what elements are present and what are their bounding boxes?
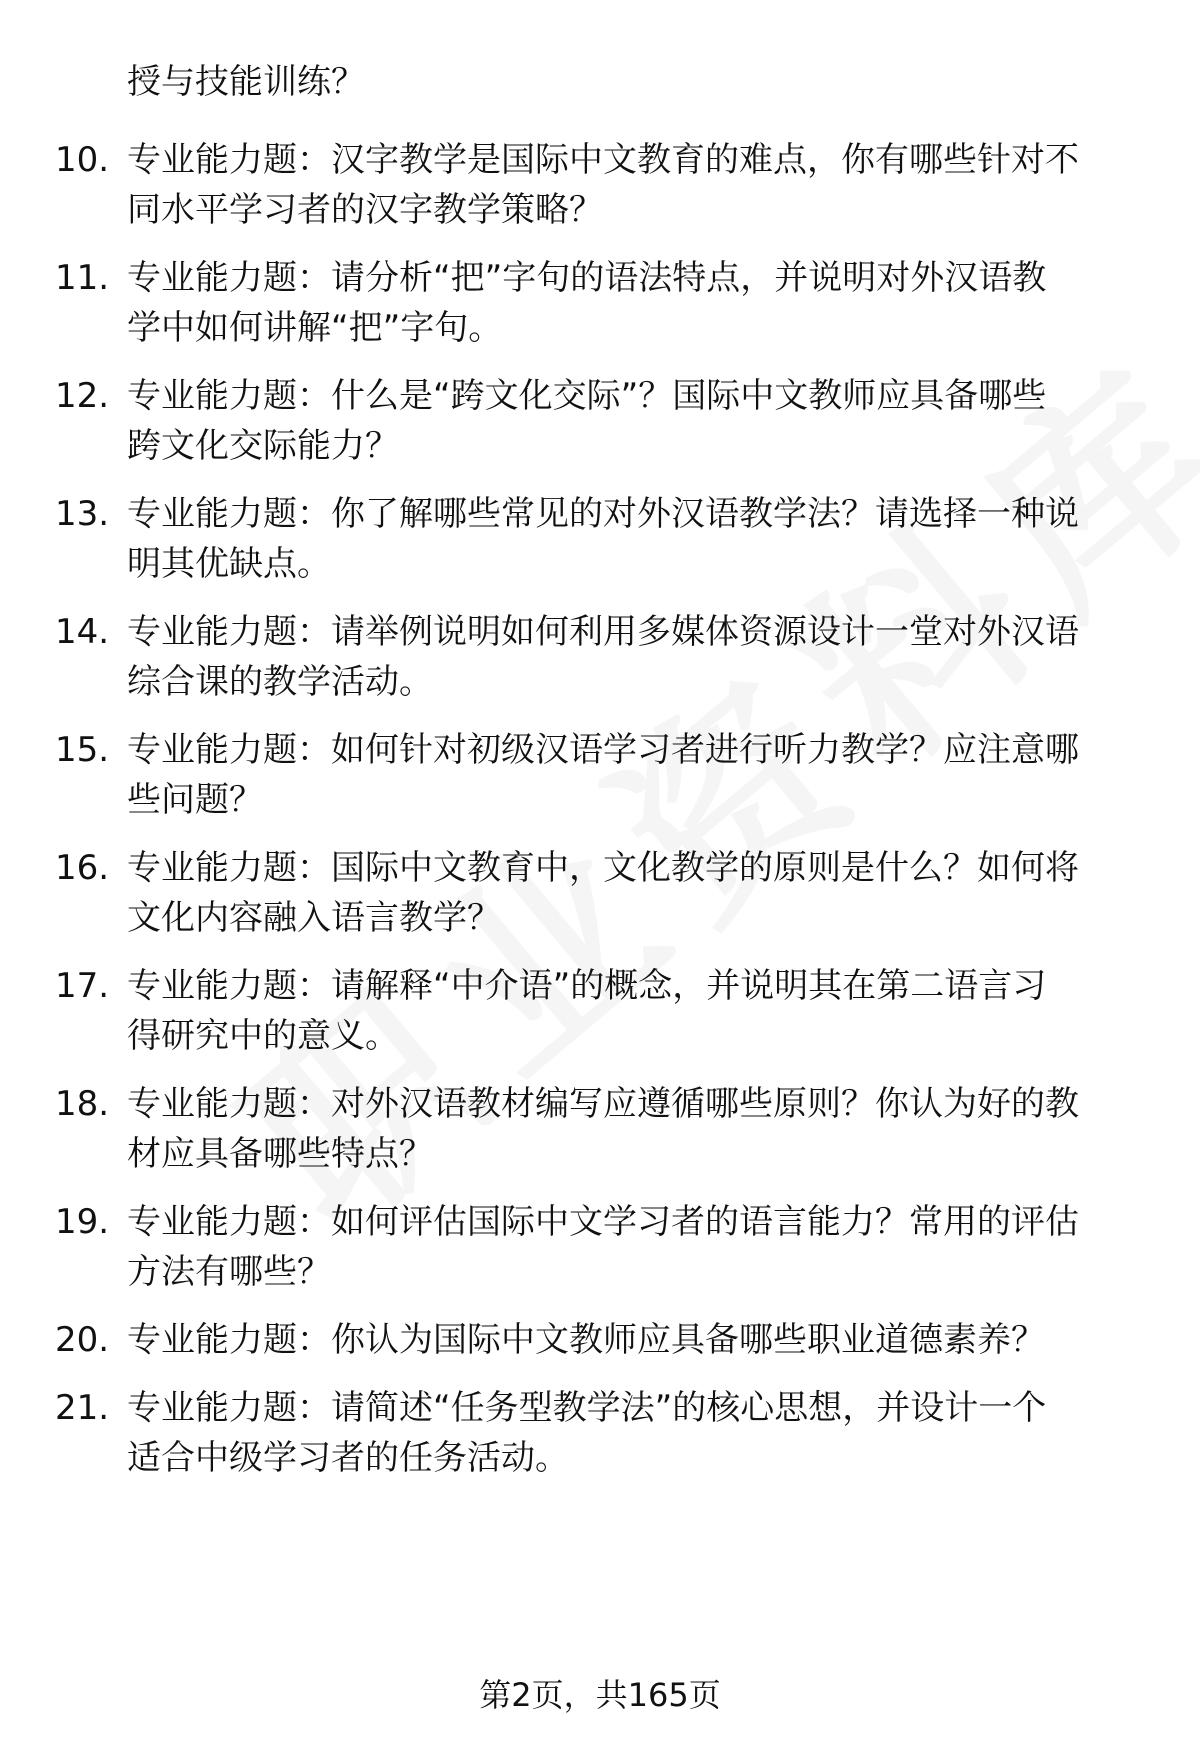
question-number: 10. bbox=[55, 140, 110, 180]
question-text: 适合中级学习者的任务活动。 bbox=[127, 1438, 569, 1478]
question-text: 专业能力题：汉字教学是国际中文教育的难点，你有哪些针对不 bbox=[127, 140, 1079, 180]
question-number: 13. bbox=[55, 494, 110, 534]
question-text: 明其优缺点。 bbox=[127, 544, 331, 584]
question-text: 专业能力题：请解释“中介语”的概念，并说明其在第二语言习 bbox=[127, 966, 1047, 1006]
question-number: 16. bbox=[55, 848, 110, 888]
question-text: 综合课的教学活动。 bbox=[127, 662, 433, 702]
question-number: 20. bbox=[55, 1320, 110, 1360]
question-text: 专业能力题：如何评估国际中文学习者的语言能力？常用的评估 bbox=[127, 1202, 1079, 1242]
question-text: 学中如何讲解“把”字句。 bbox=[127, 308, 503, 348]
question-text: 专业能力题：你认为国际中文教师应具备哪些职业道德素养？ bbox=[127, 1320, 1045, 1360]
question-number: 17. bbox=[55, 966, 110, 1006]
question-number: 15. bbox=[55, 730, 110, 770]
question-number: 14. bbox=[55, 612, 110, 652]
question-text: 专业能力题：国际中文教育中，文化教学的原则是什么？如何将 bbox=[127, 848, 1079, 888]
question-number: 18. bbox=[55, 1084, 110, 1124]
question-text: 专业能力题：请分析“把”字句的语法特点，并说明对外汉语教 bbox=[127, 258, 1047, 298]
question-text: 些问题？ bbox=[127, 780, 263, 820]
question-number: 19. bbox=[55, 1202, 110, 1242]
question-text: 专业能力题：你了解哪些常见的对外汉语教学法？请选择一种说 bbox=[127, 494, 1079, 534]
question-text: 得研究中的意义。 bbox=[127, 1016, 399, 1056]
question-number: 11. bbox=[55, 258, 110, 298]
question-text: 跨文化交际能力？ bbox=[127, 426, 399, 466]
page-footer: 第2页，共165页 bbox=[479, 1676, 721, 1714]
question-text: 专业能力题：请举例说明如何利用多媒体资源设计一堂对外汉语 bbox=[127, 612, 1079, 652]
question-text: 专业能力题：如何针对初级汉语学习者进行听力教学？应注意哪 bbox=[127, 730, 1079, 770]
question-text: 专业能力题：请简述“任务型教学法”的核心思想，并设计一个 bbox=[127, 1388, 1047, 1428]
question-text: 专业能力题：对外汉语教材编写应遵循哪些原则？你认为好的教 bbox=[127, 1084, 1079, 1124]
question-text: 文化内容融入语言教学？ bbox=[127, 898, 501, 938]
question-text: 同水平学习者的汉字教学策略？ bbox=[127, 190, 603, 230]
question-number: 21. bbox=[55, 1388, 110, 1428]
question-number: 12. bbox=[55, 376, 110, 416]
continuation-text: 授与技能训练？ bbox=[127, 62, 365, 102]
question-text: 专业能力题：什么是“跨文化交际”？国际中文教师应具备哪些 bbox=[127, 376, 1047, 416]
question-text: 方法有哪些？ bbox=[127, 1252, 331, 1292]
question-text: 材应具备哪些特点？ bbox=[127, 1134, 433, 1174]
